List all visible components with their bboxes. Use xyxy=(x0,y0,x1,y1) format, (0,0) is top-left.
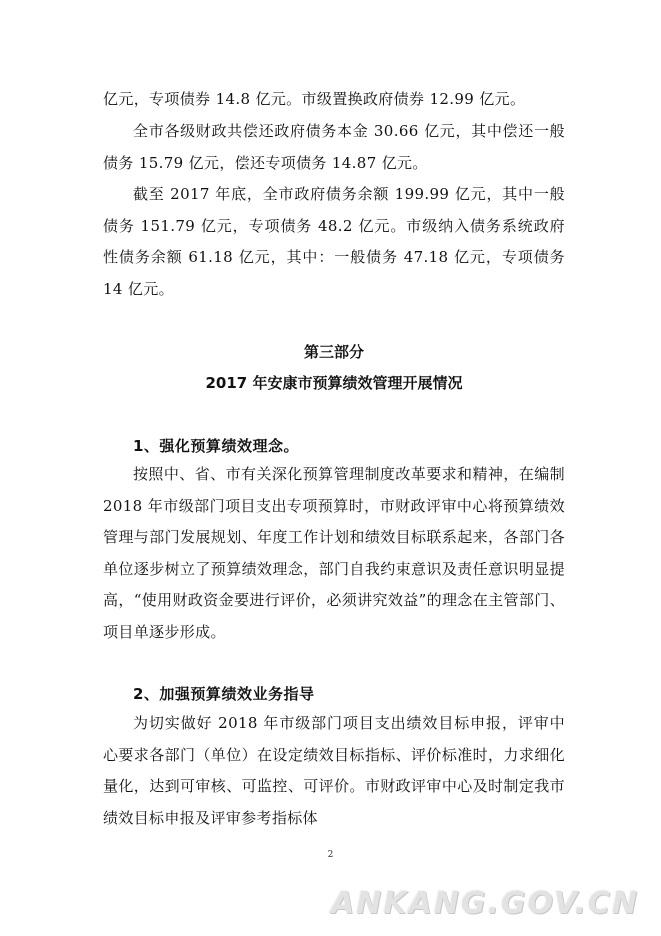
section-2-body: 为切实做好 2018 年市级部门项目支出绩效目标申报，评审中心要求各部门（单位）在设定绩效目标指标、评价标准时，力求细化量化，达到可审核、可监控、可评价。市财政评审中心及时制定我市绩效目标申报及评审参考指标体 xyxy=(103,714,565,827)
part-heading: 第三部分 xyxy=(303,343,364,361)
page-number: 2 xyxy=(327,850,334,860)
section-2-heading: 2、加强预算绩效业务指导 xyxy=(133,685,315,703)
paragraph-debt-issuance-end: 亿元，专项债券 14.8 亿元。市级置换政府债券 12.99 亿元。 xyxy=(103,90,526,108)
part-title: 2017 年安康市预算绩效管理开展情况 xyxy=(205,374,463,392)
paragraph-debt-balance: 截至 2017 年底，全市政府债务余额 199.99 亿元，其中一般债务 151.79 亿元，专项债务 48.2 亿元。市级纳入债务系统政府性债务余额 61.18 亿元，其中：一般债务 47.18 亿元，专项债务 14 亿元。 xyxy=(103,185,565,298)
paragraph-debt-repayment: 全市各级财政共偿还政府债务本金 30.66 亿元，其中偿还一般债务 15.79 亿元，偿还专项债务 14.87 亿元。 xyxy=(103,122,565,172)
site-watermark: ANKANG.GOV.CN xyxy=(330,886,639,921)
section-1-body: 按照中、省、市有关深化预算管理制度改革要求和精神，在编制 2018 年市级部门项目支出专项预算时，市财政评审中心将预算绩效管理与部门发展规划、年度工作计划和绩效目标联系起来，各部门各单位逐步树立了预算绩效理念，部门自我约束意识及责任意识明显提高，“使用财政资金要进行评价，必须讲究效益”的理念在主管部门、项目单逐步形成。 xyxy=(103,465,565,641)
section-1-heading: 1、强化预算绩效理念。 xyxy=(133,437,299,455)
